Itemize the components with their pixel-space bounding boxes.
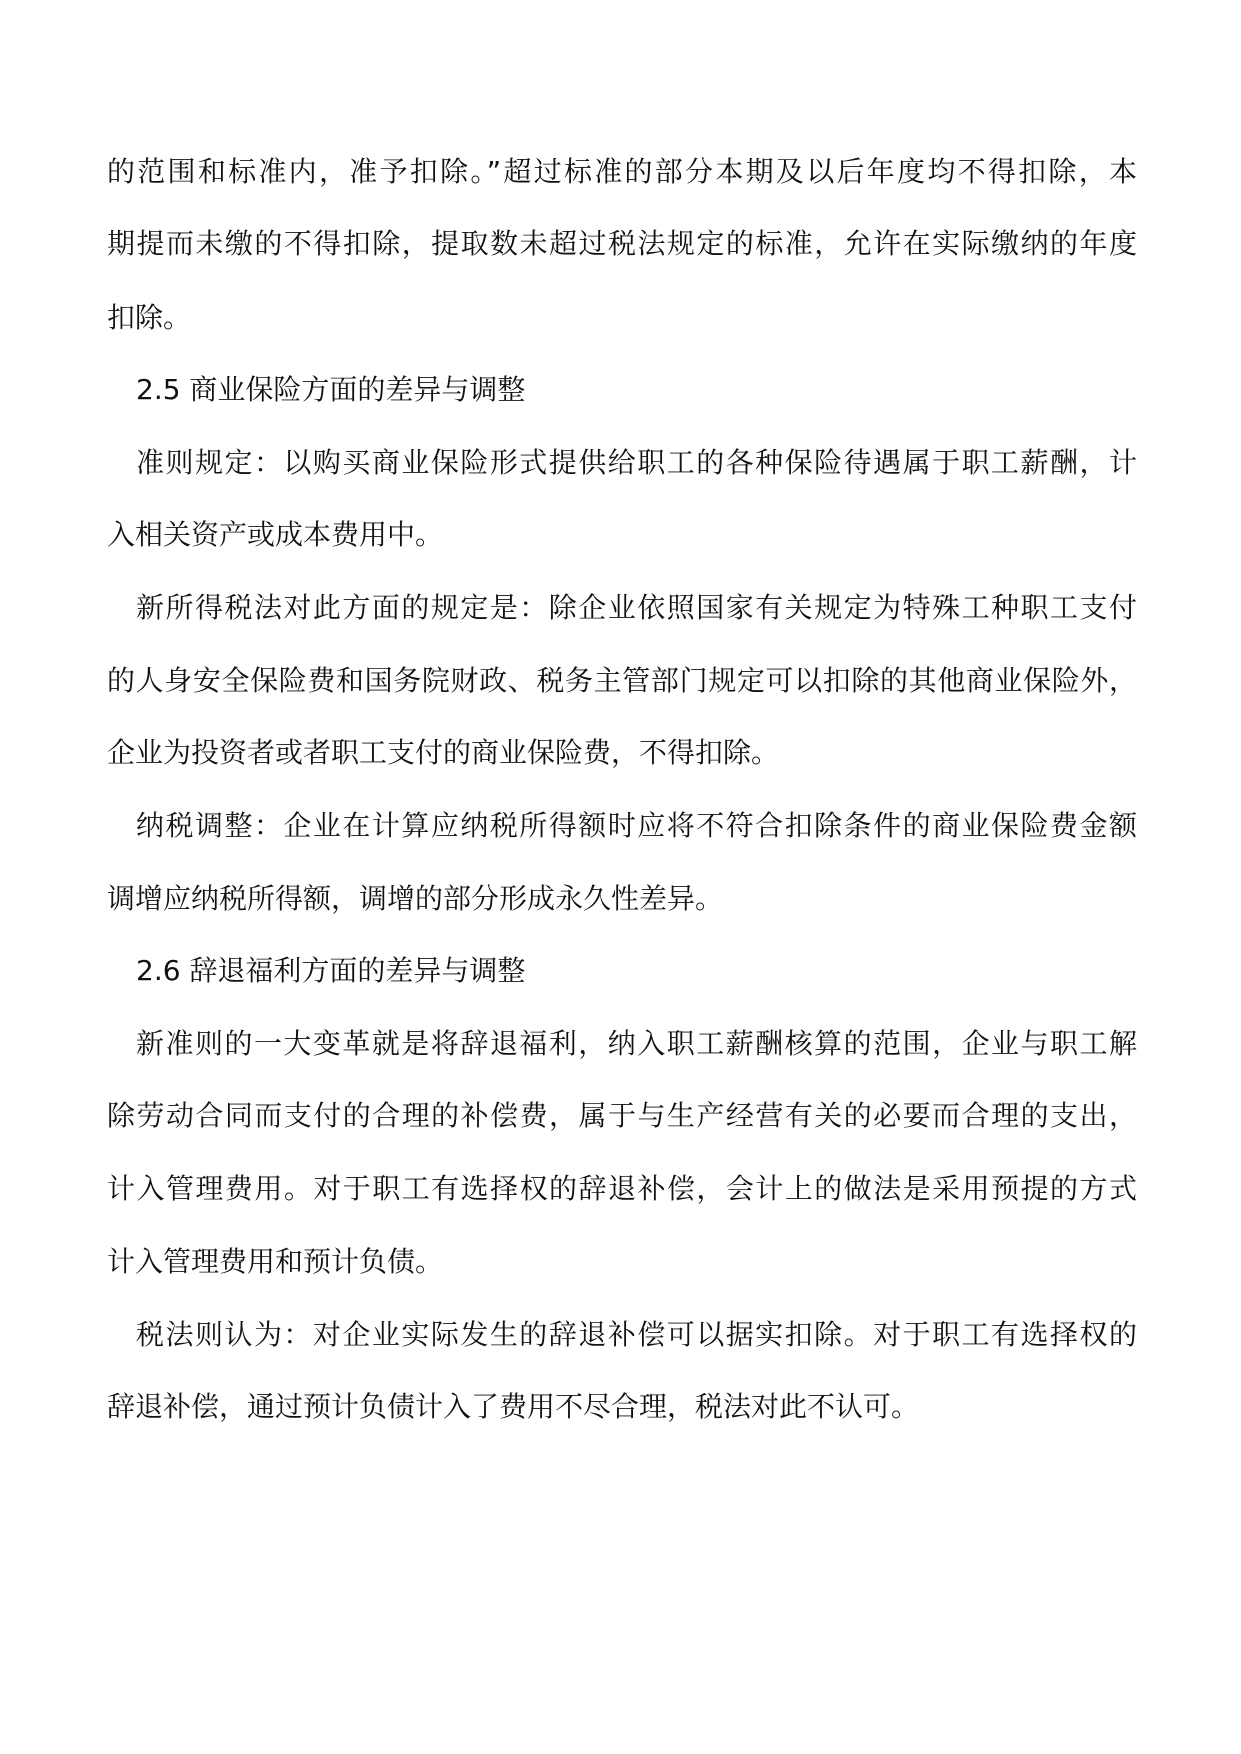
paragraph-line: 调增应纳税所得额，调增的部分形成永久性差异。 — [107, 882, 724, 915]
paragraph-line: 除劳动合同而支付的合理的补偿费，属于与生产经营有关的必要而合理的支出， — [107, 1099, 1137, 1132]
paragraph-line: 期提而未缴的不得扣除，提取数未超过税法规定的标准，允许在实际缴纳的年度 — [107, 227, 1137, 260]
paragraph-line: 的人身安全保险费和国务院财政、税务主管部门规定可以扣除的其他商业保险外， — [107, 664, 1137, 697]
paragraph-line: 辞退补偿，通过预计负债计入了费用不尽合理，税法对此不认可。 — [107, 1390, 920, 1423]
paragraph-line: 入相关资产或成本费用中。 — [107, 518, 444, 551]
paragraph-line: 扣除。 — [107, 301, 192, 334]
section-heading-2-6: 2.6 辞退福利方面的差异与调整 — [136, 954, 526, 987]
paragraph-line: 计入管理费用。对于职工有选择权的辞退补偿，会计上的做法是采用预提的方式 — [107, 1172, 1137, 1205]
paragraph-line: 企业为投资者或者职工支付的商业保险费，不得扣除。 — [107, 736, 780, 769]
paragraph-line: 新所得税法对此方面的规定是：除企业依照国家有关规定为特殊工种职工支付 — [136, 591, 1137, 624]
section-heading-2-5: 2.5 商业保险方面的差异与调整 — [136, 373, 526, 406]
paragraph-line: 准则规定：以购买商业保险形式提供给职工的各种保险待遇属于职工薪酬，计 — [136, 446, 1137, 479]
paragraph-line: 税法则认为：对企业实际发生的辞退补偿可以据实扣除。对于职工有选择权的 — [136, 1318, 1137, 1351]
paragraph-line: 新准则的一大变革就是将辞退福利，纳入职工薪酬核算的范围，企业与职工解 — [136, 1027, 1137, 1060]
paragraph-line: 纳税调整：企业在计算应纳税所得额时应将不符合扣除条件的商业保险费金额 — [136, 809, 1137, 842]
paragraph-line: 计入管理费用和预计负债。 — [107, 1245, 444, 1278]
paragraph-line: 的范围和标准内，准予扣除。”超过标准的部分本期及以后年度均不得扣除，本 — [107, 155, 1137, 188]
